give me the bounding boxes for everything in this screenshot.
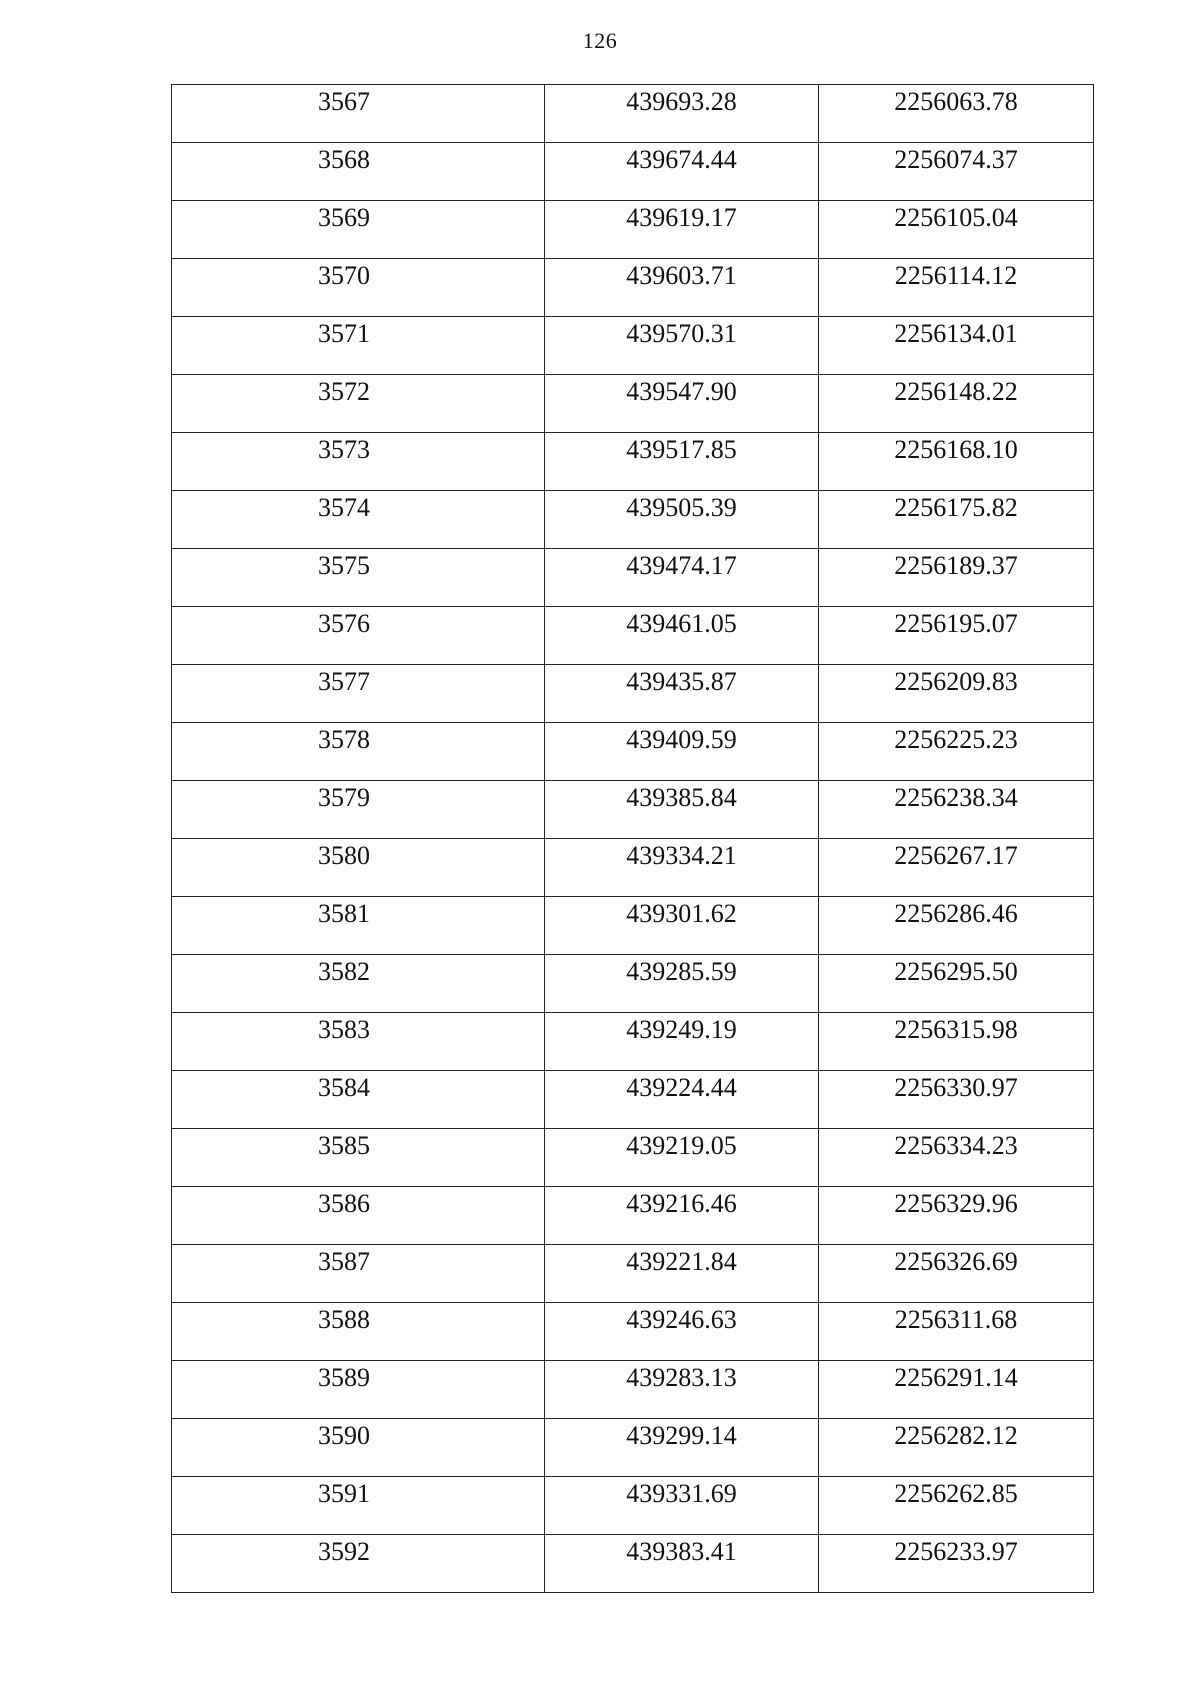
cell-text: 439385.84 [626,783,737,812]
point-number-cell [172,955,545,1013]
cell-text: 2256134.01 [894,319,1018,348]
cell-text: 439331.69 [626,1479,737,1508]
x-coordinate-cell [545,1245,819,1303]
table-row [172,317,1094,375]
point-number-cell [172,85,545,143]
table-row [172,723,1094,781]
y-coordinate-cell [819,607,1094,665]
cell-text: 3571 [318,319,370,348]
table-row [172,549,1094,607]
y-coordinate-cell [819,1535,1094,1593]
table-row [172,433,1094,491]
x-coordinate-cell [545,723,819,781]
cell-text: 439383.41 [626,1537,737,1566]
cell-text: 439693.28 [626,87,737,116]
cell-text: 3574 [318,493,370,522]
y-coordinate-cell [819,375,1094,433]
x-coordinate-cell [545,665,819,723]
table-row [172,201,1094,259]
cell-text: 2256148.22 [894,377,1018,406]
cell-text: 439603.71 [626,261,737,290]
cell-text: 2256291.14 [894,1363,1018,1392]
x-coordinate-cell [545,1361,819,1419]
x-coordinate-cell [545,85,819,143]
point-number-cell [172,1477,545,1535]
x-coordinate-cell [545,201,819,259]
table-row [172,1013,1094,1071]
cell-text: 2256311.68 [894,1305,1018,1334]
table-row [172,143,1094,201]
table-row [172,955,1094,1013]
cell-text: 2256295.50 [894,957,1018,986]
y-coordinate-cell [819,1129,1094,1187]
cell-text: 2256189.37 [894,551,1018,580]
cell-text: 439435.87 [626,667,737,696]
cell-text: 439249.19 [626,1015,737,1044]
y-coordinate-cell [819,1303,1094,1361]
y-coordinate-cell [819,1245,1094,1303]
point-number-cell [172,781,545,839]
point-number-cell [172,1245,545,1303]
cell-text: 439285.59 [626,957,737,986]
point-number-cell [172,665,545,723]
cell-text: 2256330.97 [894,1073,1018,1102]
table-row [172,607,1094,665]
cell-text: 3578 [318,725,370,754]
point-number-cell [172,317,545,375]
y-coordinate-cell [819,85,1094,143]
table-row [172,839,1094,897]
cell-text: 439334.21 [626,841,737,870]
cell-text: 439461.05 [626,609,737,638]
x-coordinate-cell [545,607,819,665]
table-row [172,1129,1094,1187]
y-coordinate-cell [819,549,1094,607]
y-coordinate-cell [819,433,1094,491]
cell-text: 3568 [318,145,370,174]
point-number-cell [172,1071,545,1129]
cell-text: 439301.62 [626,899,737,928]
cell-text: 439619.17 [626,203,737,232]
table-row [172,491,1094,549]
point-number-cell [172,549,545,607]
y-coordinate-cell [819,201,1094,259]
point-number-cell [172,1419,545,1477]
table-row [172,1477,1094,1535]
y-coordinate-cell [819,1361,1094,1419]
point-number-cell [172,375,545,433]
point-number-cell [172,1187,545,1245]
cell-text: 2256063.78 [894,87,1018,116]
y-coordinate-cell [819,1419,1094,1477]
x-coordinate-cell [545,897,819,955]
cell-text: 3576 [318,609,370,638]
cell-text: 439517.85 [626,435,737,464]
cell-text: 3583 [318,1015,370,1044]
x-coordinate-cell [545,1187,819,1245]
cell-text: 2256209.83 [894,667,1018,696]
cell-text: 439505.39 [626,493,737,522]
cell-text: 3573 [318,435,370,464]
y-coordinate-cell [819,1013,1094,1071]
cell-text: 3588 [318,1305,370,1334]
table-row [172,259,1094,317]
table-row [172,897,1094,955]
cell-text: 3580 [318,841,370,870]
point-number-cell [172,1303,545,1361]
point-number-cell [172,723,545,781]
cell-text: 3570 [318,261,370,290]
y-coordinate-cell [819,897,1094,955]
y-coordinate-cell [819,143,1094,201]
point-number-cell [172,1535,545,1593]
x-coordinate-cell [545,1419,819,1477]
cell-text: 2256233.97 [894,1537,1018,1566]
cell-text: 2256262.85 [894,1479,1018,1508]
cell-text: 439570.31 [626,319,737,348]
cell-text: 439221.84 [626,1247,737,1276]
y-coordinate-cell [819,259,1094,317]
cell-text: 3572 [318,377,370,406]
cell-text: 439299.14 [626,1421,737,1450]
y-coordinate-cell [819,955,1094,1013]
cell-text: 3581 [318,899,370,928]
cell-text: 2256315.98 [894,1015,1018,1044]
cell-text: 3587 [318,1247,370,1276]
table-row [172,1419,1094,1477]
point-number-cell [172,491,545,549]
page-number: 126 [582,28,618,53]
table-row [172,375,1094,433]
table-row [172,1245,1094,1303]
point-number-cell [172,897,545,955]
point-number-cell [172,143,545,201]
x-coordinate-cell [545,1477,819,1535]
x-coordinate-cell [545,1535,819,1593]
cell-text: 439224.44 [626,1073,737,1102]
x-coordinate-cell [545,1013,819,1071]
point-number-cell [172,607,545,665]
y-coordinate-cell [819,665,1094,723]
cell-text: 2256105.04 [894,203,1018,232]
y-coordinate-cell [819,781,1094,839]
cell-text: 2256175.82 [894,493,1018,522]
cell-text: 3575 [318,551,370,580]
point-number-cell [172,1013,545,1071]
cell-text: 439216.46 [626,1189,737,1218]
point-number-cell [172,1129,545,1187]
cell-text: 3585 [318,1131,370,1160]
cell-text: 439409.59 [626,725,737,754]
point-number-cell [172,259,545,317]
x-coordinate-cell [545,1303,819,1361]
y-coordinate-cell [819,1071,1094,1129]
table-row [172,1535,1094,1593]
x-coordinate-cell [545,549,819,607]
cell-text: 439246.63 [626,1305,737,1334]
cell-text: 3590 [318,1421,370,1450]
cell-text: 3569 [318,203,370,232]
coordinates-table [171,84,1094,1593]
point-number-cell [172,433,545,491]
x-coordinate-cell [545,143,819,201]
point-number-cell [172,839,545,897]
y-coordinate-cell [819,839,1094,897]
y-coordinate-cell [819,1477,1094,1535]
x-coordinate-cell [545,317,819,375]
cell-text: 2256225.23 [894,725,1018,754]
cell-text: 3579 [318,783,370,812]
cell-text: 3577 [318,667,370,696]
cell-text: 3591 [318,1479,370,1508]
y-coordinate-cell [819,317,1094,375]
cell-text: 2256168.10 [894,435,1018,464]
cell-text: 2256238.34 [894,783,1018,812]
cell-text: 2256195.07 [894,609,1018,638]
cell-text: 2256329.96 [894,1189,1018,1218]
cell-text: 2256286.46 [894,899,1018,928]
x-coordinate-cell [545,375,819,433]
cell-text: 2256114.12 [894,261,1018,290]
cell-text: 439474.17 [626,551,737,580]
y-coordinate-cell [819,723,1094,781]
cell-text: 439674.44 [626,145,737,174]
table-row [172,1071,1094,1129]
table-row [172,1187,1094,1245]
y-coordinate-cell [819,491,1094,549]
cell-text: 3586 [318,1189,370,1218]
x-coordinate-cell [545,1129,819,1187]
cell-text: 3567 [318,87,370,116]
cell-text: 2256074.37 [894,145,1018,174]
cell-text: 3584 [318,1073,370,1102]
cell-text: 2256267.17 [894,841,1018,870]
cell-text: 439547.90 [626,377,737,406]
x-coordinate-cell [545,433,819,491]
cell-text: 2256334.23 [894,1131,1018,1160]
x-coordinate-cell [545,955,819,1013]
cell-text: 3589 [318,1363,370,1392]
x-coordinate-cell [545,259,819,317]
cell-text: 3582 [318,957,370,986]
y-coordinate-cell [819,1187,1094,1245]
point-number-cell [172,201,545,259]
x-coordinate-cell [545,839,819,897]
table-row [172,1303,1094,1361]
table-body [172,85,1094,1593]
cell-text: 439219.05 [626,1131,737,1160]
cell-text: 439283.13 [626,1363,737,1392]
x-coordinate-cell [545,1071,819,1129]
table-row [172,665,1094,723]
point-number-cell [172,1361,545,1419]
cell-text: 2256282.12 [894,1421,1018,1450]
cell-text: 3592 [318,1537,370,1566]
table-row [172,781,1094,839]
x-coordinate-cell [545,491,819,549]
table-row [172,1361,1094,1419]
table-row [172,85,1094,143]
cell-text: 2256326.69 [894,1247,1018,1276]
x-coordinate-cell [545,781,819,839]
